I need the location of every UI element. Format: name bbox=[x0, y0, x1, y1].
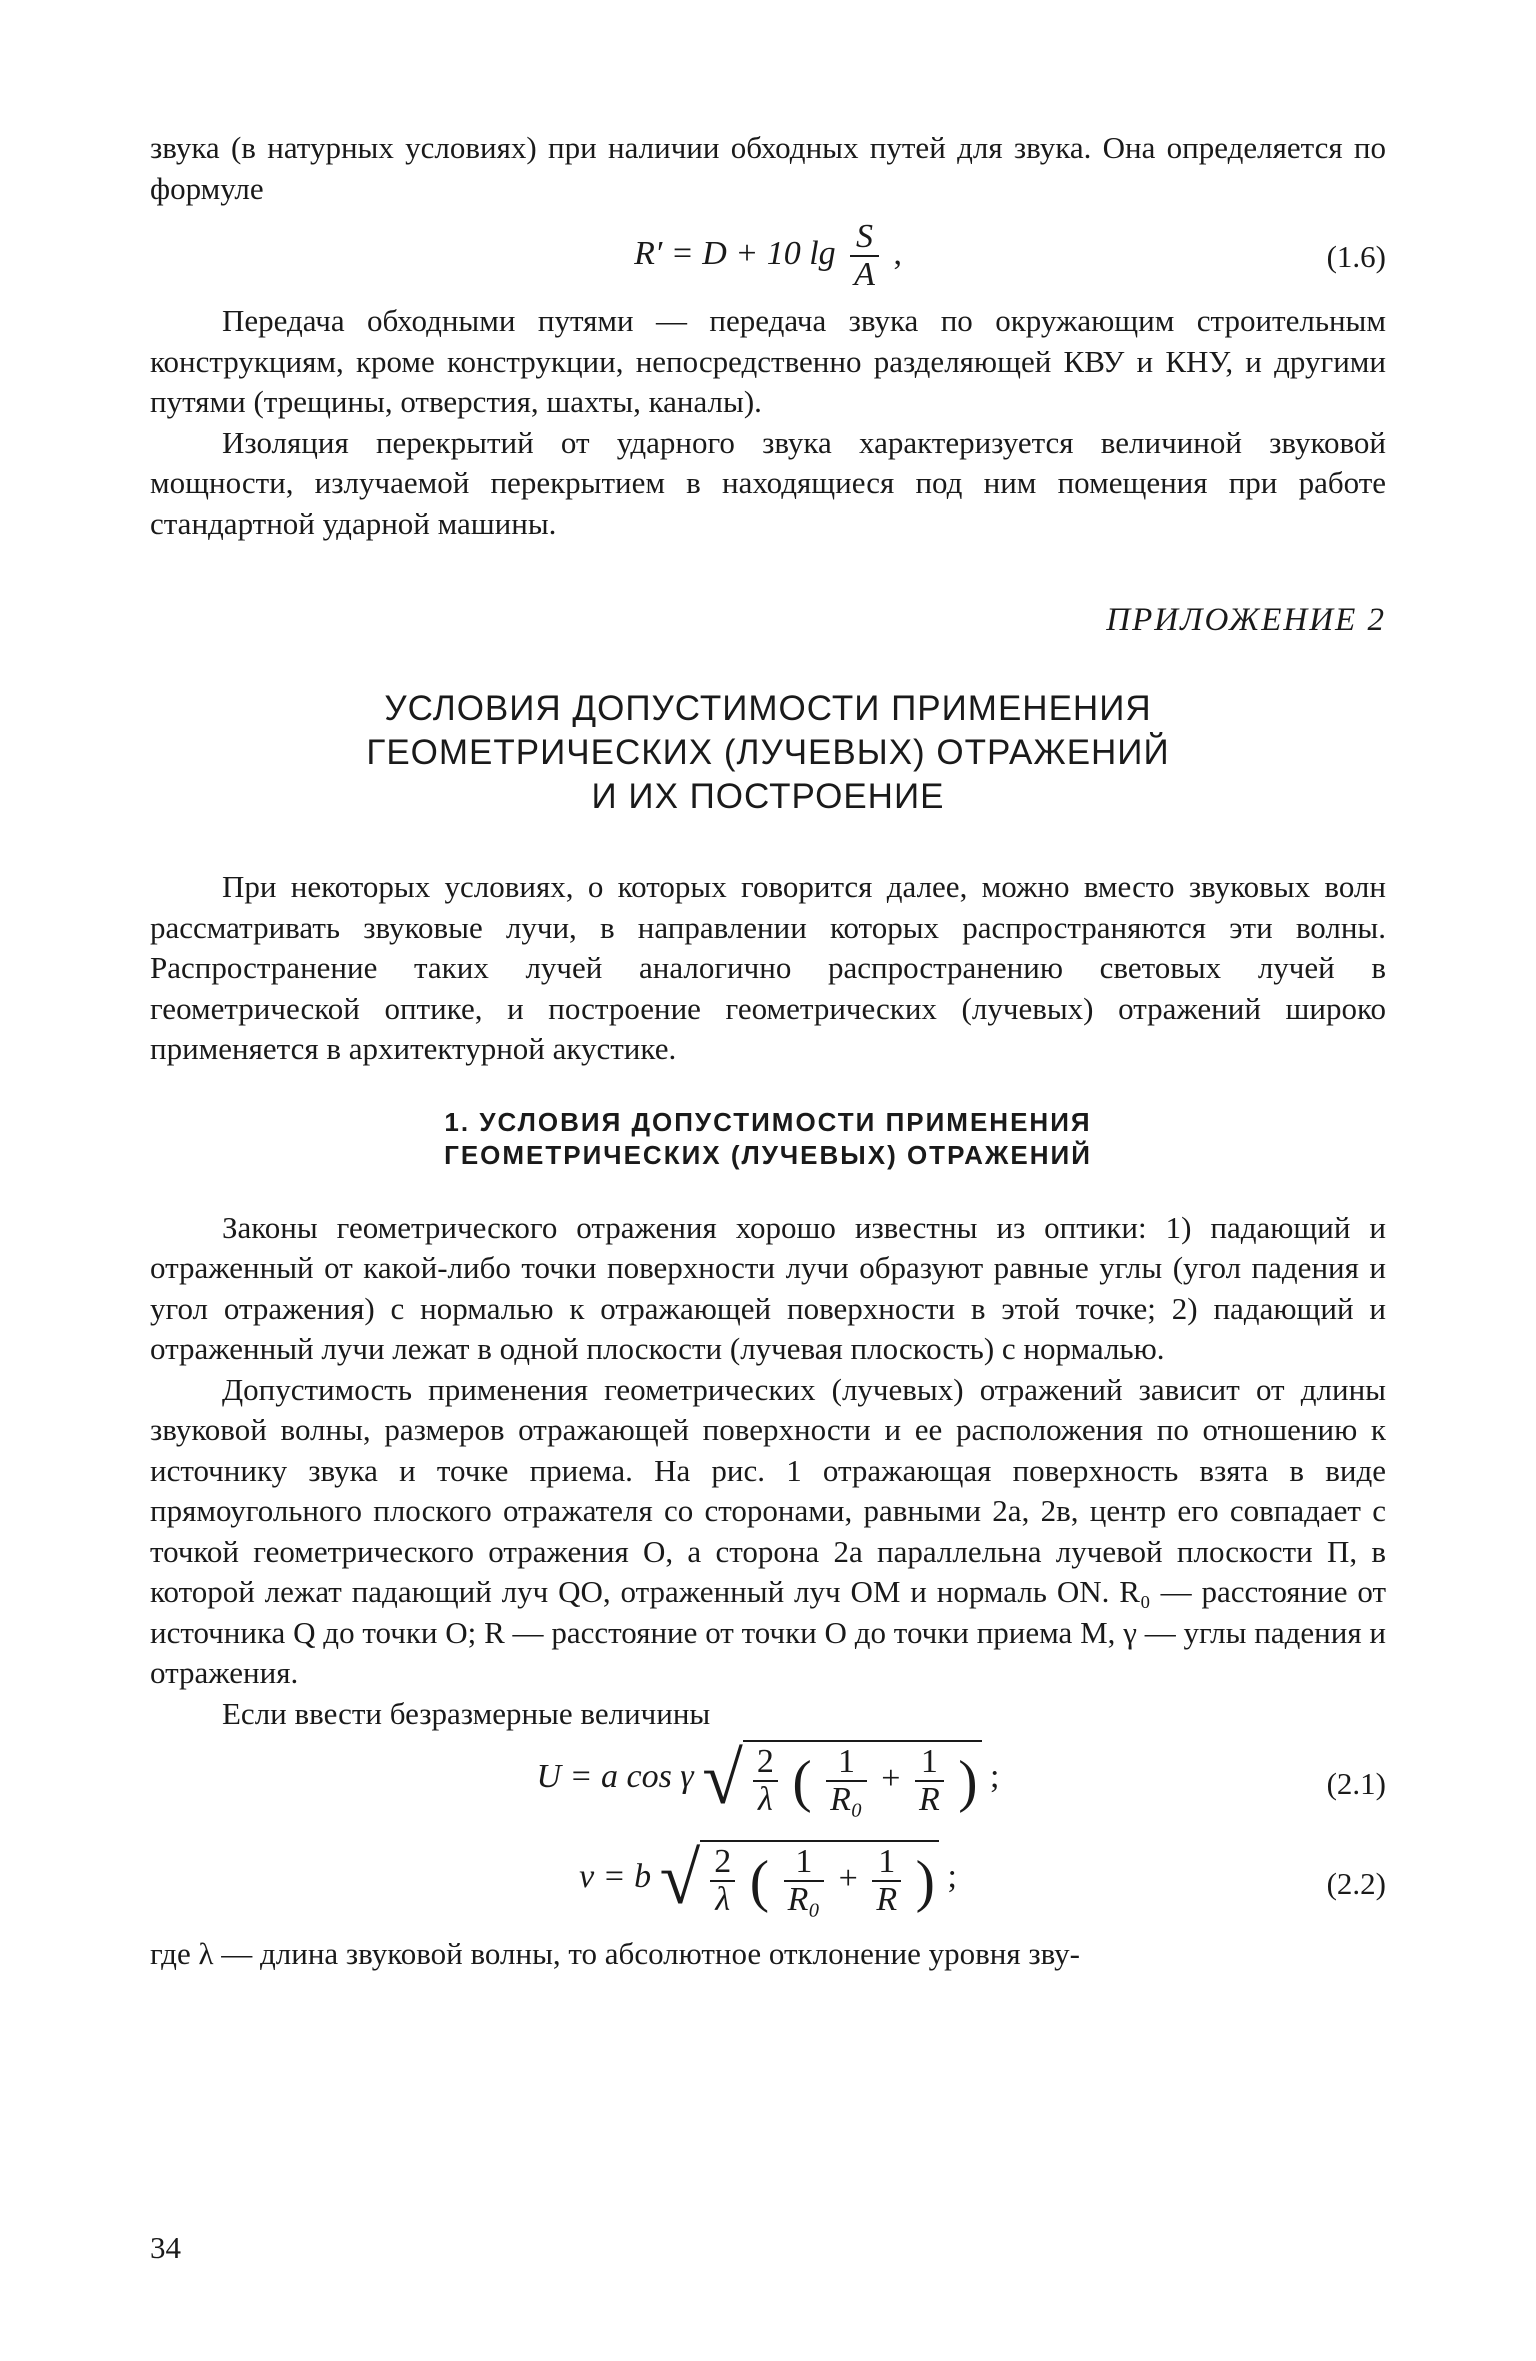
main-title-line-3: И ИХ ПОСТРОЕНИЕ bbox=[591, 777, 945, 816]
main-title bbox=[150, 687, 1386, 819]
formula-2-1: U = a cos γ √ $\frac{2}{\lambda}$ ( $\frac{1}{\text{R₀}}$ + $\frac{1}{R}$ ) ; (2.1) bbox=[536, 1738, 1386, 1820]
paragraph-laws: Законы геометрического отражения хорошо известны из оптики: 1) падающий и отраженный от какой-либо точки поверхности лучи образуют равные углы (угол падения и угол отражения) с нормалью к отражающей поверхности в этой точке; 2) падающий и отраженный лучи лежат в одной плоскости (лучевая плоскость) с нормалью. bbox=[150, 1209, 1386, 1366]
formula-1-6-fraction bbox=[850, 219, 879, 293]
formula-1-6-numerator: S bbox=[850, 219, 879, 257]
formula-1-6-tail: , bbox=[893, 234, 902, 272]
section-title-line-1: 1. УСЛОВИЯ ДОПУСТИМОСТИ ПРИМЕНЕНИЯ bbox=[444, 1106, 1092, 1137]
formula-2-2-lhs: v = b bbox=[579, 1857, 652, 1895]
intro-paragraph-1: звука (в натурных условиях) при наличии обходных путей для звука. Она определяется по формуле bbox=[150, 130, 1386, 206]
formula-1-6-denominator: A bbox=[854, 256, 875, 293]
page-body bbox=[150, 128, 1386, 1975]
formula-2-2: v = b √ $\frac{2}{\lambda}$ ( $\frac{1}{\text{R₀}}$ + $\frac{1}{R}$ ) ; (2.2) bbox=[579, 1838, 1386, 1920]
paragraph-dimensionless: Если ввести безразмерные величины bbox=[222, 1695, 711, 1731]
intro-paragraph-2: Передача обходными путями — передача звука по окружающим строительным конструкциям, кроме конструкции, непосредственно разделяющей КВУ и КНУ, и другими путями (трещины, отверстия, шахты, каналы). bbox=[150, 303, 1386, 419]
page-number: 34 bbox=[150, 2230, 181, 2265]
paragraph-lambda: где λ — длина звуковой волны, то абсолютное отклонение уровня зву- bbox=[150, 1936, 1080, 1971]
appendix-label: ПРИЛОЖЕНИЕ 2 bbox=[1106, 602, 1386, 638]
intro-paragraph-3: Изоляция перекрытий от ударного звука характеризуется величиной звуковой мощности, излучаемой перекрытием в находящиеся под ним помещения при работе стандартной ударной машины. bbox=[150, 424, 1386, 541]
main-title-line-1: УСЛОВИЯ ДОПУСТИМОСТИ ПРИМЕНЕНИЯ bbox=[384, 689, 1152, 728]
paragraph-rays: При некоторых условиях, о которых говорится далее, можно вместо звуковых волн рассматривать звуковые лучи, в направлении которых распространяются эти волны. Распространение таких лучей аналогично распространению световых лучей в геометрической оптике, и построение геометрических (лучевых) отражений широко применяется в архитектурной акустике. bbox=[150, 869, 1386, 1066]
formula-1-6-number: (1.6) bbox=[1326, 239, 1386, 274]
formula-2-1-lhs: U = a cos γ bbox=[536, 1757, 694, 1795]
section-title-line-2: ГЕОМЕТРИЧЕСКИХ (ЛУЧЕВЫХ) ОТРАЖЕНИЙ bbox=[444, 1139, 1092, 1170]
formula-1-6 bbox=[150, 209, 1386, 301]
section-title bbox=[150, 1106, 1386, 1172]
paragraph-admissibility: Допустимость применения геометрических (лучевых) отражений зависит от длины звуковой волны, размеров отражающей поверхности и ее расположения по отношению к источнику звука и точке приема. На рис. 1 отражающая поверхность взята в виде прямоугольного плоского отражателя со сторонами, равными 2a, 2в, центр его совпадает с точкой геометрического отражения O, а сторона 2a параллельна лучевой плоскости П, в которой лежат падающий луч QO, отраженный луч OM и нормаль ON. R₀ — расстояние от источника Q до точки O; R — расстояние от точки O до точки приема M, γ — углы падения и отражения. bbox=[150, 1371, 1386, 1690]
sqrt-icon: √ $\frac{2}{\lambda}$ ( $\frac{1}{\text{R₀}}$ + $\frac{1}{R}$ ) bbox=[702, 1740, 981, 1818]
sqrt-icon: √ $\frac{2}{\lambda}$ ( $\frac{1}{\text{R₀}}$ + $\frac{1}{R}$ ) bbox=[660, 1840, 939, 1918]
formula-1-6-lhs: R′ = D + 10 lg bbox=[634, 234, 836, 272]
main-title-line-2: ГЕОМЕТРИЧЕСКИХ (ЛУЧЕВЫХ) ОТРАЖЕНИЙ bbox=[366, 733, 1170, 772]
formula-2-2-number: (2.2) bbox=[1326, 1866, 1386, 1901]
formula-2-1-number: (2.1) bbox=[1326, 1766, 1386, 1801]
